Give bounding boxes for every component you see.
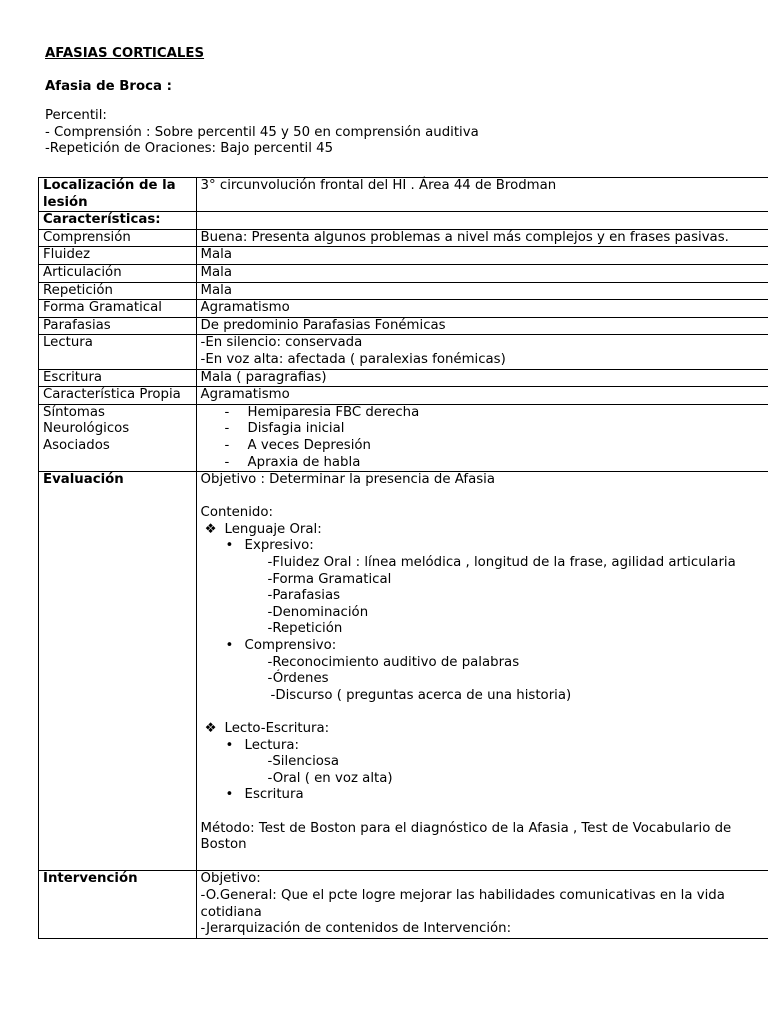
row-label: Parafasias <box>39 317 197 335</box>
table-row <box>39 300 768 318</box>
list-item <box>201 738 765 755</box>
row-value: Buena: Presenta algunos problemas a nivel más complejos y en frases pasivas. <box>196 229 768 247</box>
item-text: Expresivo: <box>244 538 314 554</box>
row-label: Articulación <box>39 264 197 282</box>
row-label: Repetición <box>39 282 197 300</box>
label-line: Síntomas <box>43 404 105 420</box>
row-label: Características: <box>39 212 197 230</box>
item-text: Comprensivo: <box>244 638 337 654</box>
value-line: Contenido: <box>200 505 273 521</box>
list-item: - A veces Depresión <box>225 438 765 455</box>
table-row <box>39 871 768 938</box>
table-row <box>39 335 768 369</box>
row-value: Mala <box>196 247 768 265</box>
row-value: Agramatismo <box>196 387 768 405</box>
table-row <box>39 178 768 212</box>
list-item <box>201 522 765 539</box>
diamond-bullet-icon: ❖ <box>204 721 217 736</box>
spacer <box>201 854 765 871</box>
row-value: Mala <box>196 264 768 282</box>
list-item: -Fluidez Oral : línea melódica , longitud de la frase, agilidad articularia <box>267 555 736 571</box>
table-row <box>39 282 768 300</box>
row-label: Comprensión <box>39 229 197 247</box>
table-row <box>39 369 768 387</box>
table-row <box>39 387 768 405</box>
bullet-icon: • <box>225 787 234 803</box>
table-row <box>39 247 768 265</box>
intro-line: - Comprensión : Sobre percentil 45 y 50 en comprensión auditiva <box>45 124 479 140</box>
row-value <box>196 212 768 230</box>
item-text: Lecto-Escritura: <box>224 721 330 736</box>
list-item <box>201 538 765 555</box>
spacer <box>201 704 765 721</box>
row-value <box>196 335 768 369</box>
row-label: Localización de la lesión <box>39 178 197 212</box>
row-label <box>39 404 197 471</box>
item-text: Lectura: <box>244 737 299 753</box>
table-row <box>39 264 768 282</box>
row-value <box>196 472 768 871</box>
list-item <box>201 638 765 655</box>
spacer <box>201 804 765 821</box>
row-label: Característica Propia <box>39 387 197 405</box>
percentile-intro <box>45 108 730 158</box>
item-text: Lenguaje Oral: <box>224 521 322 537</box>
value-line: Objetivo : Determinar la presencia de Afasia <box>200 472 495 488</box>
row-label: Fluidez <box>39 247 197 265</box>
list-item: - Hemiparesia FBC derecha <box>225 405 765 422</box>
table-row <box>39 212 768 230</box>
row-label: Evaluación <box>39 472 197 871</box>
value-line: -En silencio: conservada <box>200 335 363 351</box>
table-row <box>39 472 768 871</box>
bullet-icon: • <box>225 538 234 554</box>
document-title: AFASIAS CORTICALES <box>45 46 205 61</box>
bullet-icon: • <box>225 638 234 654</box>
diamond-bullet-icon: ❖ <box>204 521 217 537</box>
row-value <box>196 871 768 938</box>
table-row <box>39 229 768 247</box>
aphasia-table <box>38 177 768 939</box>
document-page <box>45 44 730 158</box>
row-value <box>196 404 768 471</box>
list-item: - Apraxia de habla <box>225 455 765 472</box>
spacer <box>201 489 765 506</box>
row-label: Escritura <box>39 369 197 387</box>
value-line: -En voz alta: afectada ( paralexias fonémicas) <box>200 351 506 367</box>
list-item: -Reconocimiento auditivo de palabras <box>267 654 520 670</box>
intro-line: -Repetición de Oraciones: Bajo percentil 45 <box>45 141 334 156</box>
symptom-list <box>201 405 765 471</box>
value-line: Método: Test de Boston para el diagnóstico de la Afasia , Test de Vocabulario de Boston <box>200 820 732 853</box>
label-line: Asociados <box>43 437 110 453</box>
list-item: -Denominación <box>267 604 369 620</box>
row-value: Agramatismo <box>196 300 768 318</box>
list-item: -Oral ( en voz alta) <box>267 770 393 786</box>
row-value: De predominio Parafasias Fonémicas <box>196 317 768 335</box>
list-item: - Disfagia inicial <box>225 421 765 438</box>
row-label: Intervención <box>39 871 197 938</box>
row-value: Mala <box>196 282 768 300</box>
row-label: Lectura <box>39 335 197 369</box>
value-line: -O.General: Que el pcte logre mejorar las habilidades comunicativas en la vida cotidiana <box>200 887 725 920</box>
list-item <box>201 787 765 804</box>
list-item: -Parafasias <box>267 588 341 604</box>
intro-line: Percentil: <box>45 108 107 123</box>
label-line: Neurológicos <box>43 421 130 437</box>
list-item: -Discurso ( preguntas acerca de una historia) <box>270 687 572 703</box>
bullet-icon: • <box>225 737 234 753</box>
table-row <box>39 404 768 471</box>
list-item <box>201 721 765 738</box>
row-value: Mala ( paragrafias) <box>196 369 768 387</box>
value-line: -Jerarquización de contenidos de Intervención: <box>200 921 512 937</box>
list-item: -Forma Gramatical <box>267 571 392 587</box>
list-item: -Órdenes <box>267 671 329 687</box>
row-label: Forma Gramatical <box>39 300 197 318</box>
row-value: 3° circunvolución frontal del HI . Área 44 de Brodman <box>196 178 768 212</box>
value-line: Objetivo: <box>200 871 261 887</box>
list-item: -Repetición <box>267 621 343 637</box>
table-row <box>39 317 768 335</box>
list-item: -Silenciosa <box>267 754 339 770</box>
item-text: Escritura <box>244 787 304 803</box>
section-title: Afasia de Broca : <box>45 79 172 94</box>
